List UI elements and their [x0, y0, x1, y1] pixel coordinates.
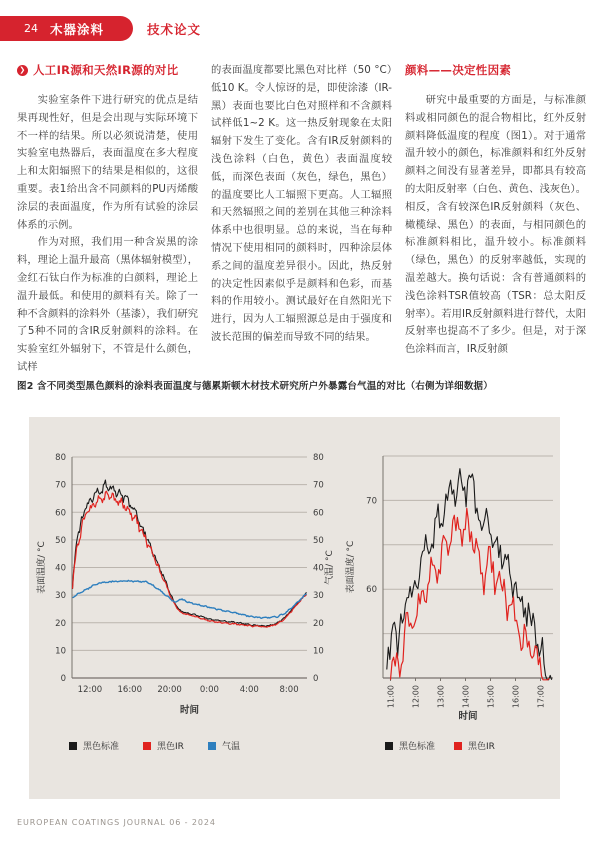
y-tick-label-right: 60: [313, 508, 324, 519]
x-axis-title: 时间: [179, 705, 200, 716]
x-tick-label: 0:00: [199, 685, 219, 695]
x-axis-title: 时间: [458, 711, 478, 722]
legend-item: [385, 739, 435, 752]
legend-swatch: [143, 742, 151, 750]
y-tick-label-right: 80: [313, 453, 324, 463]
y-tick-label: 60: [366, 585, 377, 596]
legend-item: [454, 739, 495, 752]
x-tick-label: 11:00: [386, 685, 396, 709]
section-badge: [0, 16, 133, 41]
legend-item: [143, 739, 184, 752]
legend-left-chart: [69, 739, 240, 752]
journal-name: EUROPEAN COATINGS JOURNAL 06 - 2024: [17, 818, 216, 827]
column-3: [405, 62, 586, 377]
legend-label: 黑色IR: [468, 742, 495, 752]
y-tick-label: 10: [55, 646, 66, 657]
legend-item: [69, 739, 119, 752]
legend-label: 黑色标准: [399, 742, 436, 752]
column-1-heading: [17, 62, 198, 78]
legend-right-chart: [385, 739, 495, 752]
y-tick-label: 20: [55, 618, 66, 629]
y-tick-label: 30: [55, 591, 66, 602]
legend-swatch: [208, 742, 216, 750]
y-tick-label-right: 20: [313, 618, 324, 629]
page-number: 24: [24, 22, 38, 35]
x-tick-label: 17:00: [536, 685, 546, 709]
paragraph: 实验室条件下进行研究的优点是结果再现性好，但是会出现与实际环境下不一样的结果。所以必须说清楚，使用实验室电热器后，表面温度在多大程度上和太阳辐照下的结果是相似的，这很重要。表1给出含不同颜料的PU丙烯酸涂层的表面温度，作为所有试验的涂层体系的示例。: [17, 94, 198, 231]
y-tick-label-right: 0: [313, 674, 319, 684]
heading-text: 颜料——决定性因素: [405, 63, 512, 77]
y-tick-label-right: 10: [313, 646, 324, 657]
y-tick-label: 70: [366, 496, 377, 507]
legend-swatch: [385, 742, 393, 750]
figure-caption: 图2 含不同类型黑色颜料的涂料表面温度与德累斯顿木材技术研究所户外暴露台气温的对比（右侧为详细数据）: [17, 381, 493, 392]
series-line-2: [73, 580, 307, 618]
y-tick-label: 0: [60, 674, 66, 684]
legend-swatch: [454, 742, 462, 750]
series-line-1: [391, 508, 550, 680]
legend-swatch: [69, 742, 77, 750]
x-tick-label: 20:00: [157, 685, 182, 695]
x-tick-label: 14:00: [461, 685, 471, 709]
y-tick-label: 80: [55, 453, 66, 463]
x-tick-label: 8:00: [279, 685, 299, 695]
column-3-heading: [405, 62, 586, 78]
legend-label: 黑色IR: [157, 742, 184, 752]
y-tick-label: 70: [55, 480, 66, 491]
y-tick-label-right: 30: [313, 591, 324, 602]
y-tick-label: 60: [55, 508, 66, 519]
x-tick-label: 12:00: [411, 685, 421, 709]
y-axis-title-left: 表面温度/ °C: [346, 540, 356, 594]
y-axis-title-left: 表面温度/ °C: [37, 541, 47, 594]
paragraph: 作为对照，我们用一种含炭黑的涂料，理论上温升最高（黑体辐射模型），金红石钛白作为标准的白颜料，理论上温升最低。和使用的颜料有关。除了一种不含颜料的涂料外（基漆），我们研究了5种不同的含IR反射颜料的涂料。在实验室红外辐射下，不管是什么颜色，试样: [17, 236, 198, 373]
column-1: [17, 62, 198, 377]
x-tick-label: 16:00: [117, 685, 143, 695]
x-tick-label: 12:00: [77, 685, 103, 695]
page-footer: [17, 818, 216, 827]
paragraph: 的表面温度都要比黑色对比样（50 °C）低10 K。令人惊讶的是，即使涂漆（IR-黑）表面也要比白色对照样和不含颜料试样低1~2 K。这一热反射现象在太阳辐射下发生了变化。含有IR反射颜料的浅色涂料（白色，黄色）表面温度较低，而深色表面（灰色，绿色，黑色）的温度要比人工辐照下更高。人工辐照和天然辐照之间的差别在其他三种涂料体系中也很明显。总的来说，当在每种情况下使用相同的颜料时，四种涂层体系之间的温度差异很小。因此，热反射的决定性因素似乎是颜料和色彩，而基料的作用较小。测试最好在自然阳光下进行，因为人工辐照源总是由于强度和波长范围的偏差而导致不同的结果。: [211, 64, 392, 343]
legend-label: 气温: [221, 742, 240, 752]
article-columns: [17, 62, 586, 377]
y-tick-label-right: 40: [313, 563, 324, 574]
arrow-bullet-icon: ❯: [17, 65, 28, 76]
y-tick-label-right: 70: [313, 480, 324, 491]
legend-item: [208, 739, 240, 752]
section-title: 木器涂料: [50, 21, 105, 37]
y-tick-label-right: 50: [313, 535, 324, 546]
article-type-label: 技术论文: [147, 21, 202, 37]
series-line-1: [73, 491, 307, 627]
x-tick-label: 15:00: [486, 685, 496, 709]
paragraph: 研究中最重要的方面是，与标准颜料或相同颜色的混合物相比，红外反射颜料降低温度的程度（图1）。对于通常温升较小的颜色，标准颜料和红外反射颜料之间没有显著差异，即都具有较高的太阳反射率（白色、黄色、浅灰色）。相反，含有较深色IR反射颜料（灰色、橄榄绿、黑色）的表面，与相同颜色的标准颜料相比，温升较小。标准颜料（绿色，黑色）的反射率越低，实现的温差越大。换句话说：含有普通颜料的浅色涂料TSR值较高（TSR：总太阳反射率）。若用IR反射颜料进行替代，太阳反射率也提高不了多少。但是，对于深色涂料而言，IR反射颜: [405, 94, 586, 356]
x-tick-label: 13:00: [436, 685, 446, 709]
x-tick-label: 16:00: [511, 685, 521, 709]
y-tick-label: 50: [55, 535, 66, 546]
y-axis-title-right: 气温/ °C: [325, 550, 335, 585]
y-tick-label: 40: [55, 563, 66, 574]
figure-panel: [29, 417, 560, 799]
column-2: [211, 62, 392, 377]
series-line-0: [73, 480, 307, 627]
x-tick-label: 4:00: [239, 685, 259, 695]
legend-label: 黑色标准: [83, 742, 120, 752]
heading-text: 人工IR源和天然IR源的对比: [33, 63, 179, 77]
